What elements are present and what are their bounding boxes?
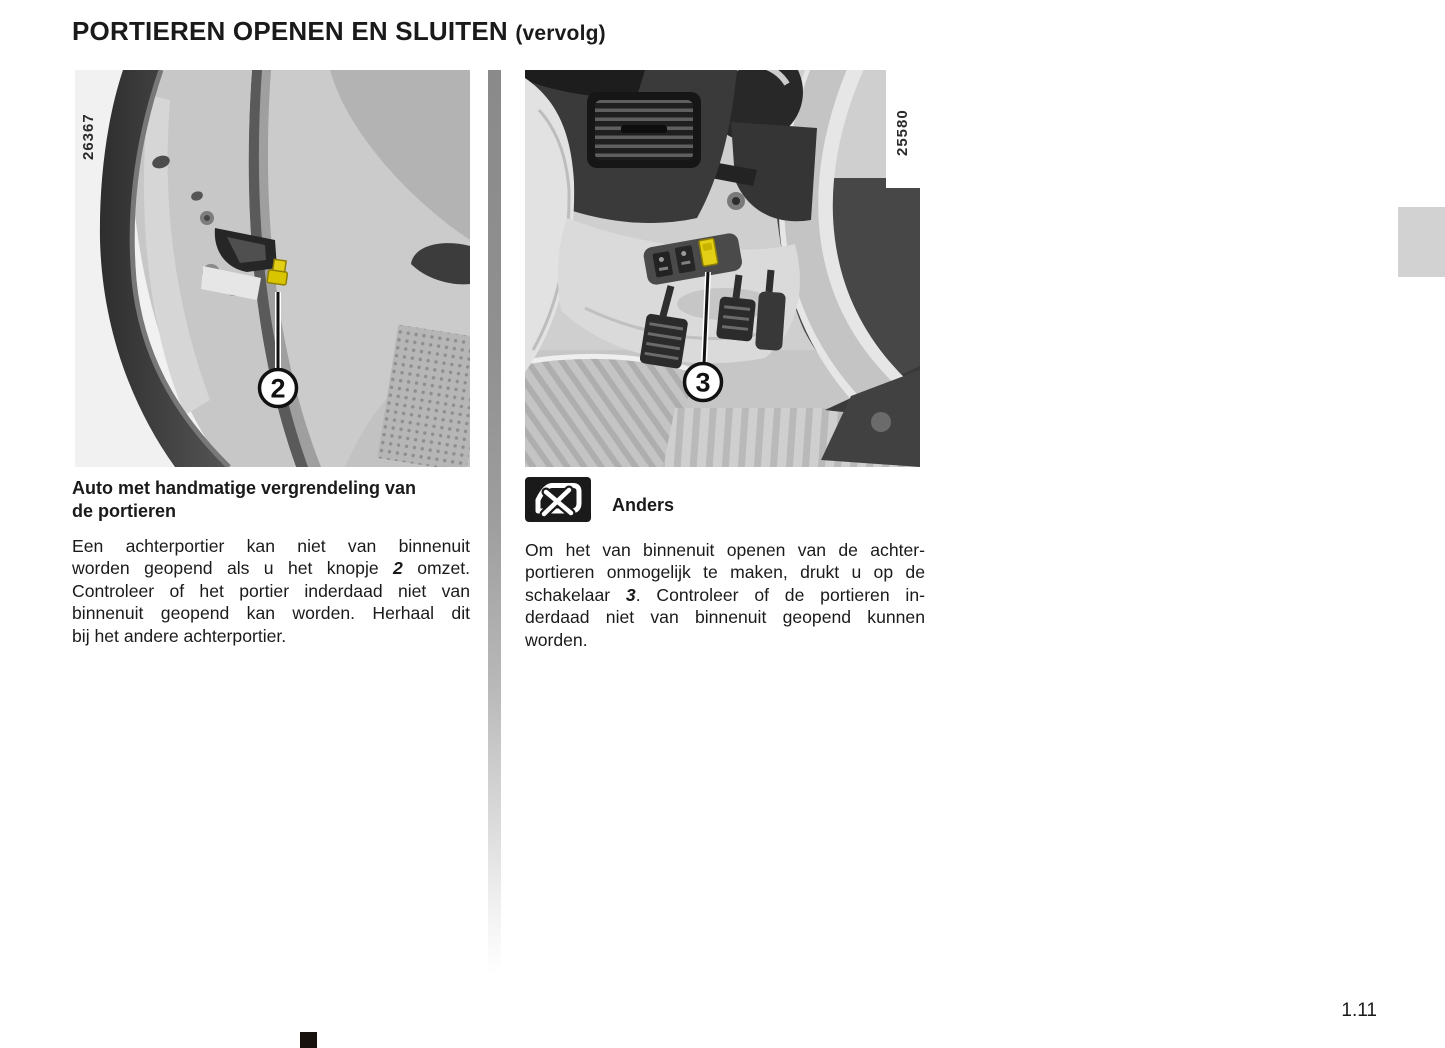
section-heading: Auto met handmatige vergrendeling van de portieren (72, 478, 417, 521)
page-number: 1.11 (1341, 1000, 1377, 1021)
door-opening-disabled-icon (525, 477, 591, 522)
callout-number-3: 3 (695, 367, 711, 398)
column-divider (488, 70, 501, 975)
page-title-suffix-text: (vervolg) (515, 22, 606, 45)
figure-id-right: 25580 (894, 109, 911, 156)
figure-door-lock-photo (75, 70, 470, 467)
right-body-text: Om het van binnenuit openen van de achter- portieren onmogelijk te maken, drukt u op de schakelaar 3. Controleer of de portieren in- derdaad niet van binnenuit geopend kunnen worden. (525, 540, 925, 650)
figure-id-patch (886, 70, 920, 188)
note-label: Anders (612, 494, 675, 515)
dashboard-illustration (525, 70, 920, 467)
callout-number-2: 2 (270, 373, 286, 404)
section-marker (300, 1032, 317, 1048)
chapter-tab (1398, 207, 1445, 277)
door-lock-illustration (75, 70, 470, 467)
page-title-main: PORTIEREN OPENEN EN SLUITEN (72, 16, 508, 46)
figure-dashboard-switch-photo (525, 70, 920, 467)
left-text-column (72, 477, 470, 647)
page-title (72, 16, 606, 47)
note-row (525, 476, 925, 522)
right-text-column (525, 476, 925, 651)
figure-id-left: 26367 (80, 113, 97, 160)
left-body-text: Een achterportier kan niet van binnenuit worden geopend als u het knopje 2 omzet. Controleer of het portier inderdaad niet van binnenuit geopend kan worden. Herhaal dit bij het andere achterportier. (72, 536, 471, 646)
